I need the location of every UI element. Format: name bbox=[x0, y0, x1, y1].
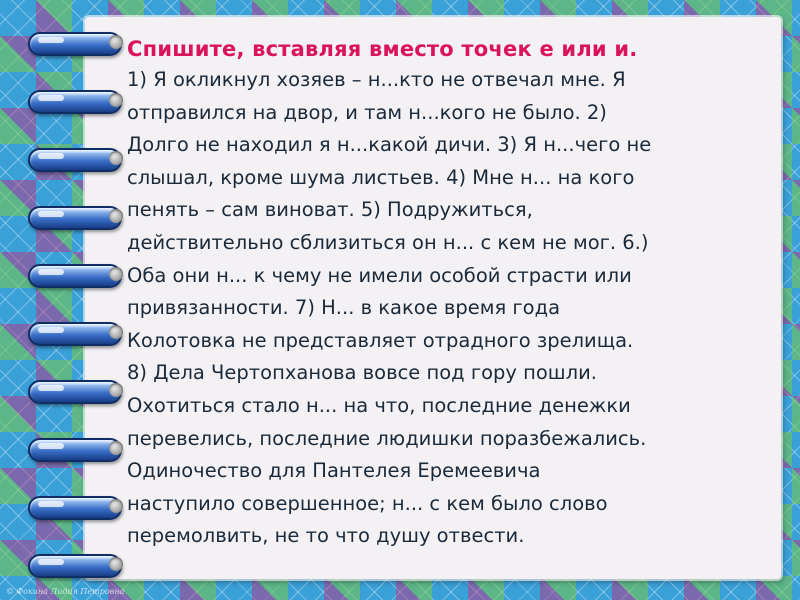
binder-hole-icon bbox=[109, 499, 123, 513]
binder-hole-icon bbox=[109, 557, 123, 571]
copyright-text: © Фокина Лидия Петровна bbox=[6, 587, 125, 596]
slide-content bbox=[127, 34, 767, 553]
binder-ring-icon bbox=[28, 380, 122, 404]
text-line: отправился на двор, и там н...кого не было. 2) bbox=[127, 100, 607, 124]
text-line: привязанности. 7) Н... в какое время года bbox=[127, 296, 561, 320]
binder-rings bbox=[28, 20, 128, 580]
binder-hole-icon bbox=[109, 93, 123, 107]
text-line: слышал, кроме шума листьев. 4) Мне н... на кого bbox=[127, 165, 635, 189]
binder-hole-icon bbox=[109, 325, 123, 339]
text-line: Оба они н... к чему не имели особой страсти или bbox=[127, 263, 632, 287]
text-line: наступило совершенное; н... с кем было слово bbox=[127, 491, 608, 515]
binder-hole-icon bbox=[109, 35, 123, 49]
text-line: Колотовка не представляет отрадного зрелища. bbox=[127, 328, 634, 352]
binder-ring-icon bbox=[28, 554, 122, 578]
binder-hole-icon bbox=[109, 267, 123, 281]
text-line: 1) Я окликнул хозяев – н...кто не отвечал мне. Я bbox=[127, 68, 626, 91]
text-line: перемолвить, не то что душу отвести. bbox=[127, 524, 525, 548]
text-line: 8) Дела Чертопханова вовсе под гору пошли. bbox=[127, 361, 597, 385]
text-line: перевелись, последние людишки поразбежались. bbox=[127, 426, 647, 450]
slide-title: Спишите, вставляя вместо точек е или и. bbox=[127, 37, 638, 61]
text-line: Одиночество для Пантелея Еремеевича bbox=[127, 459, 541, 483]
binder-ring-icon bbox=[28, 496, 122, 520]
binder-ring-icon bbox=[28, 438, 122, 462]
binder-ring-icon bbox=[28, 32, 122, 56]
text-line: Охотиться стало н... на что, последние денежки bbox=[127, 393, 631, 417]
binder-ring-icon bbox=[28, 264, 122, 288]
binder-ring-icon bbox=[28, 322, 122, 346]
text-line: Долго не находил я н...какой дичи. 3) Я н...чего не bbox=[127, 133, 652, 157]
binder-hole-icon bbox=[109, 151, 123, 165]
binder-hole-icon bbox=[109, 383, 123, 397]
text-line: действительно сблизиться он н... с кем не мог. 6.) bbox=[127, 230, 649, 254]
binder-hole-icon bbox=[109, 441, 123, 455]
binder-ring-icon bbox=[28, 148, 122, 172]
binder-ring-icon bbox=[28, 206, 122, 230]
exercise-text bbox=[127, 64, 767, 553]
binder-hole-icon bbox=[109, 209, 123, 223]
text-line: пенять – сам виноват. 5) Подружиться, bbox=[127, 198, 533, 222]
binder-ring-icon bbox=[28, 90, 122, 114]
